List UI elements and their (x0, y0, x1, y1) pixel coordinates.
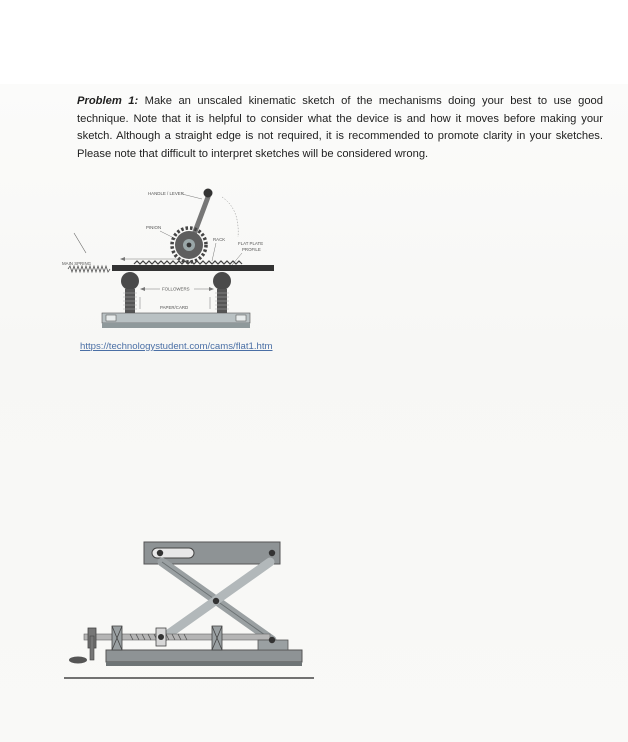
followers-label: FOLLOWERS (162, 286, 190, 292)
handle-label: HANDLE / LEVER (148, 191, 184, 196)
follower-roller-right (213, 272, 231, 290)
main-spring-label: MAIN SPRING (62, 261, 92, 266)
problem-label: Problem 1: (77, 95, 139, 107)
flat-cam-figure (62, 185, 284, 345)
main-spring (68, 266, 110, 272)
flat-plate (112, 265, 274, 271)
top-pivot (269, 550, 275, 556)
rack-label: RACK (213, 237, 226, 242)
problem-statement (77, 93, 603, 163)
pinion-label: PINION (146, 225, 162, 230)
paper-card-label: PAPER/CARD (160, 305, 189, 310)
lever-knob (204, 189, 213, 198)
crank-arm (90, 636, 94, 660)
flat-plate-label-1: FLAT PLATE (238, 241, 264, 246)
scissor-jack-figure (60, 540, 320, 682)
center-pivot (213, 598, 219, 604)
source-link[interactable]: https://technologystudent.com/cams/flat1.htm (80, 341, 273, 352)
follower-roller-left (121, 272, 139, 290)
crank-knob (69, 657, 87, 664)
flat-plate-label-2: PROFILE (242, 247, 261, 252)
paper-card (102, 313, 250, 323)
problem-body: Make an unscaled kinematic sketch of the mechanisms doing your best to use good technique. Note that it is helpful to consider what the device is and how it moves before making your sketch. Although a straight edge is not required, it is recommended to promote clarity in your sketches. Please note that difficult to interpret sketches will be considered wrong. (77, 95, 603, 160)
base-plate (106, 650, 302, 662)
